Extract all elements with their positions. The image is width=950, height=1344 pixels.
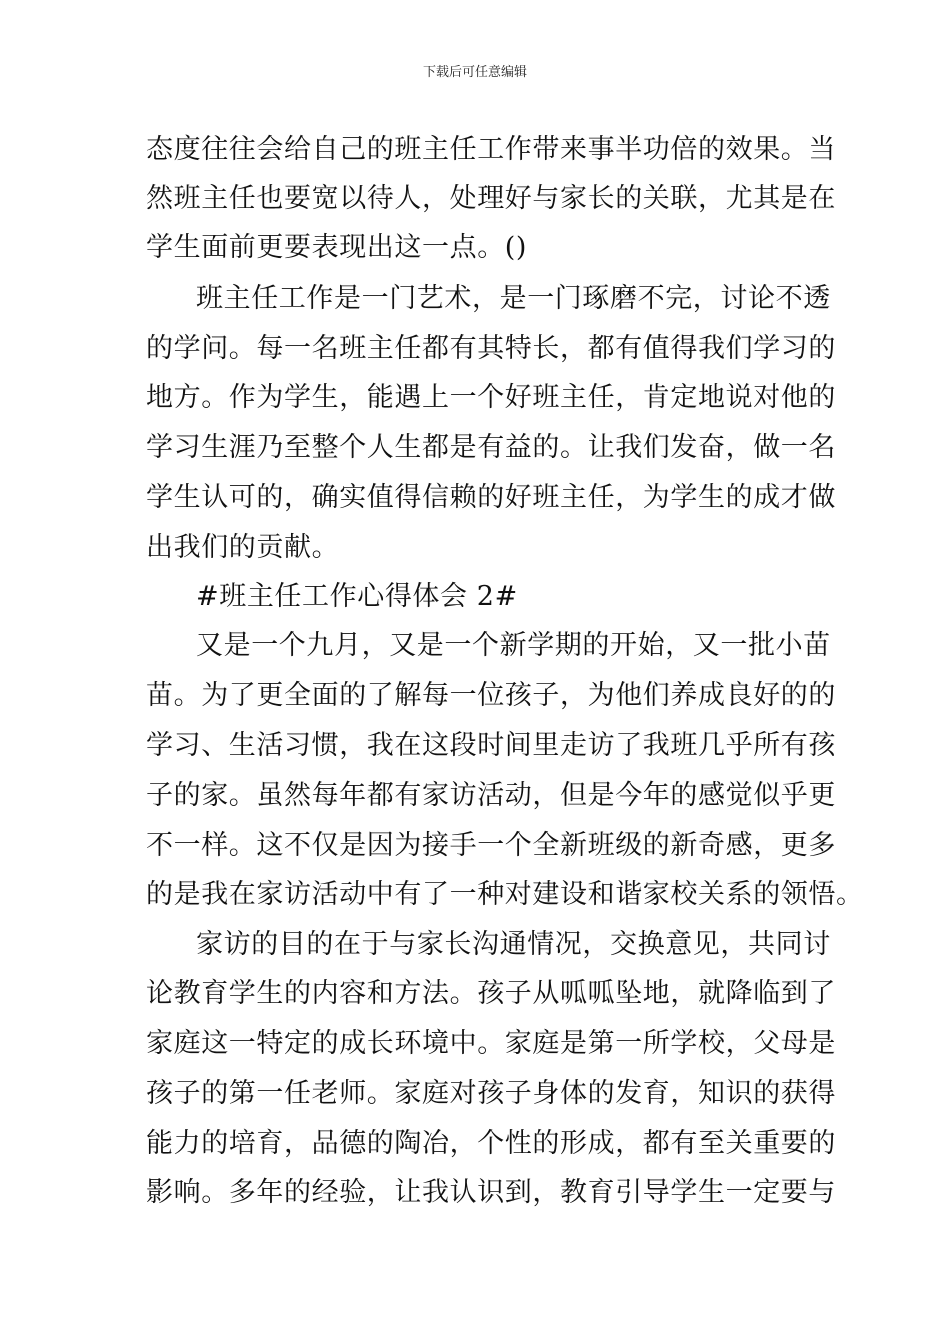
text-line: 又是一个九月，又是一个新学期的开始，又一批小苗 bbox=[196, 630, 831, 661]
page-header-note: 下载后可任意编辑 bbox=[422, 65, 527, 80]
text-line: 学生面前更要表现出这一点。() bbox=[146, 232, 528, 263]
text-line: 的学问。每一名班主任都有其特长，都有值得我们学习的 bbox=[146, 333, 836, 364]
text-line: 子的家。虽然每年都有家访活动，但是今年的感觉似乎更 bbox=[146, 780, 836, 811]
text-line: 不一样。这不仅是因为接手一个全新班级的新奇感，更多 bbox=[146, 830, 836, 861]
section-heading: #班主任工作心得体会 2# bbox=[196, 581, 518, 612]
text-line: 论教育学生的内容和方法。孩子从呱呱坠地，就降临到了 bbox=[146, 978, 836, 1009]
text-line: 能力的培育，品德的陶冶，个性的形成，都有至关重要的 bbox=[146, 1128, 836, 1159]
text-line: 然班主任也要宽以待人，处理好与家长的关联，尤其是在 bbox=[146, 183, 836, 214]
text-line: 出我们的贡献。 bbox=[146, 532, 340, 563]
text-line: 家庭这一特定的成长环境中。家庭是第一所学校，父母是 bbox=[146, 1028, 836, 1059]
text-line: 态度往往会给自己的班主任工作带来事半功倍的效果。当 bbox=[146, 134, 836, 165]
text-line: 学习、生活习惯，我在这段时间里走访了我班几乎所有孩 bbox=[146, 730, 836, 761]
text-line: 地方。作为学生，能遇上一个好班主任，肯定地说对他的 bbox=[146, 382, 836, 413]
text-line: 孩子的第一任老师。家庭对孩子身体的发育，知识的获得 bbox=[146, 1078, 836, 1109]
text-line: 影响。多年的经验，让我认识到，教育引导学生一定要与 bbox=[146, 1177, 836, 1208]
text-line: 家访的目的在于与家长沟通情况，交换意见，共同讨 bbox=[196, 929, 831, 960]
text-line: 班主任工作是一门艺术，是一门琢磨不完，讨论不透 bbox=[196, 283, 831, 314]
text-line: 苗。为了更全面的了解每一位孩子，为他们养成良好的的 bbox=[146, 680, 836, 711]
text-line: 学生认可的，确实值得信赖的好班主任，为学生的成才做 bbox=[146, 482, 836, 513]
text-line: 学习生涯乃至整个人生都是有益的。让我们发奋，做一名 bbox=[146, 432, 836, 463]
text-line: 的是我在家访活动中有了一种对建设和谐家校关系的领悟。 bbox=[146, 879, 864, 910]
